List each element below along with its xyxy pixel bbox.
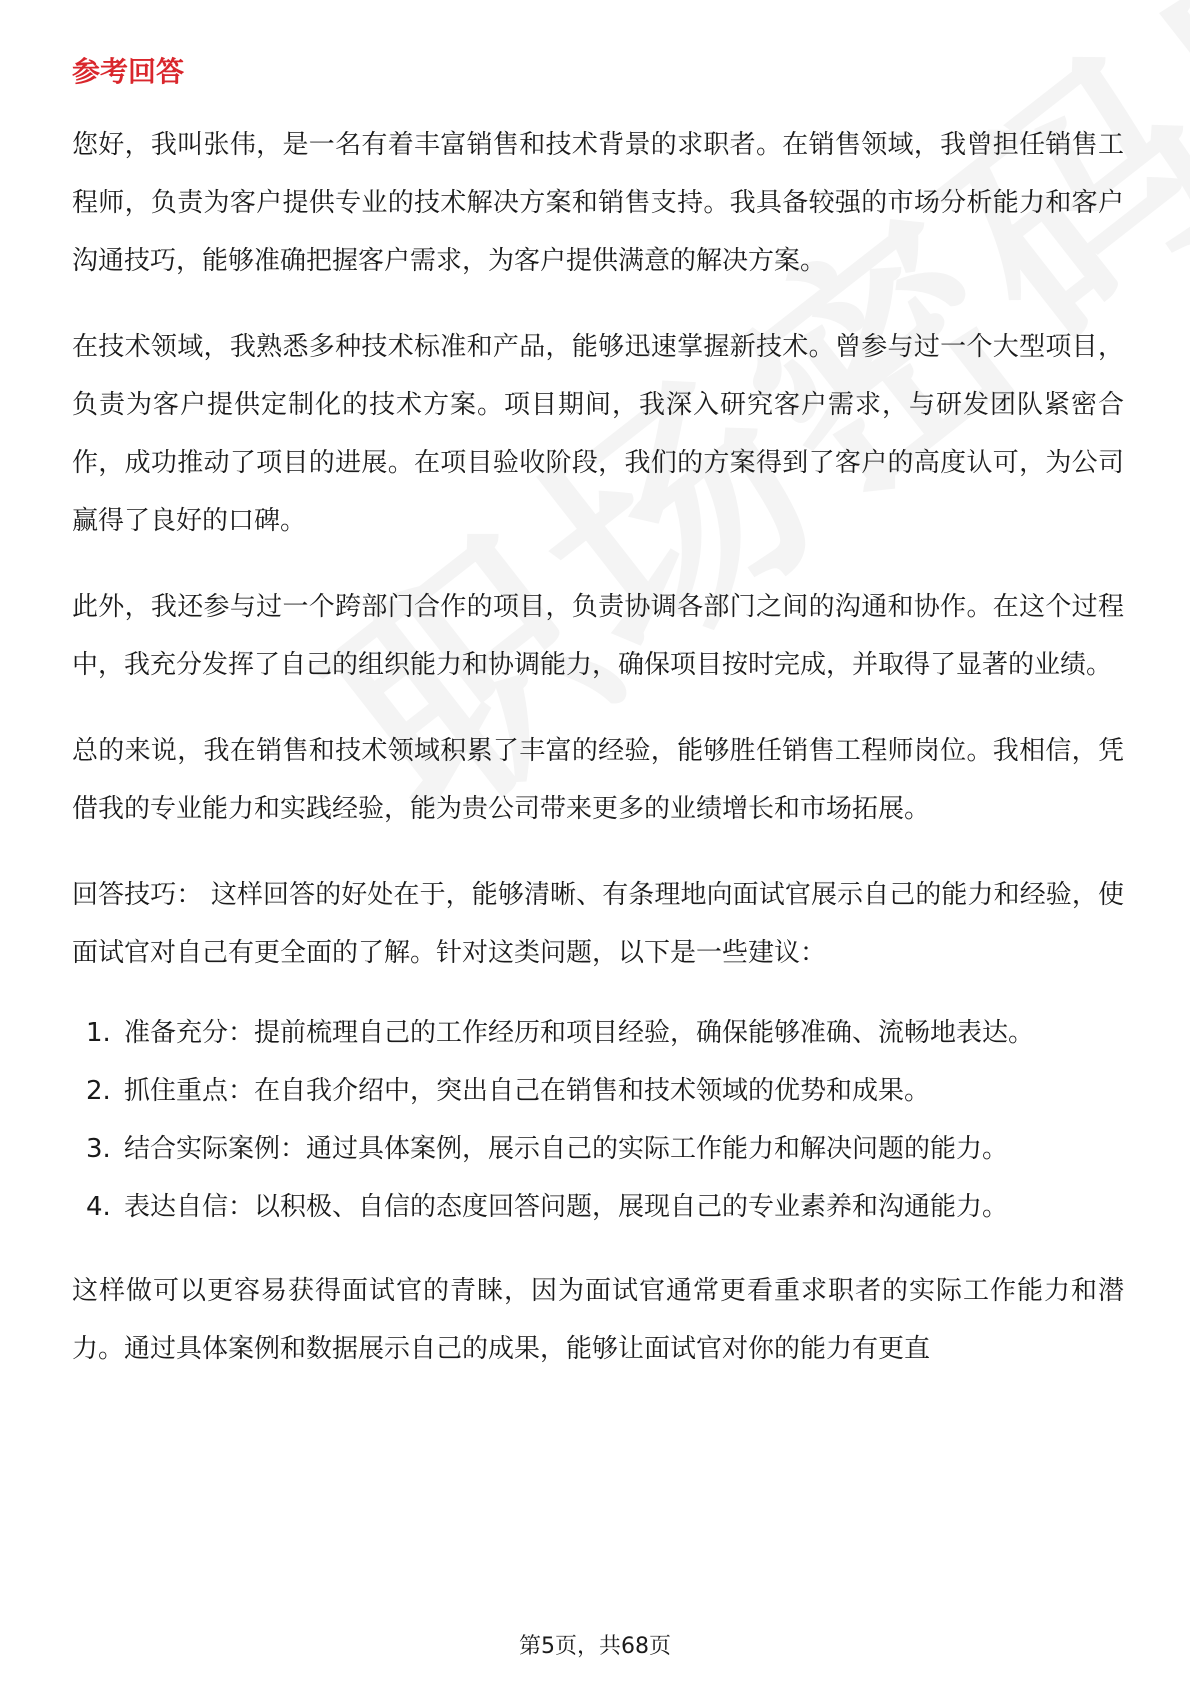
list-item-number: 1. <box>86 1018 111 1048</box>
paragraph-closing: 这样做可以更容易获得面试官的青睐，因为面试官通常更看重求职者的实际工作能力和潜力。通过具体案例和数据展示自己的成果，能够让面试官对你的能力有更直 <box>72 1276 1124 1364</box>
list-item-text: 结合实际案例：通过具体案例，展示自己的实际工作能力和解决问题的能力。 <box>124 1134 1009 1164</box>
list-item-number: 4. <box>86 1192 111 1222</box>
document-body <box>72 48 1124 1406</box>
paragraph-tips-intro: 回答技巧： 这样回答的好处在于，能够清晰、有条理地向面试官展示自己的能力和经验，使面试官对自己有更全面的了解。针对这类问题，以下是一些建议： <box>72 880 1124 968</box>
section-heading: 参考回答 <box>72 55 185 88</box>
list-item-number: 3. <box>86 1134 111 1164</box>
list-item-text: 准备充分：提前梳理自己的工作经历和项目经验，确保能够准确、流畅地表达。 <box>124 1018 1035 1048</box>
list-item-text: 抓住重点：在自我介绍中，突出自己在销售和技术领域的优势和成果。 <box>124 1076 931 1106</box>
paragraph-intro: 您好，我叫张伟，是一名有着丰富销售和技术背景的求职者。在销售领域，我曾担任销售工程师，负责为客户提供专业的技术解决方案和销售支持。我具备较强的市场分析能力和客户沟通技巧，能够准确把握客户需求，为客户提供满意的解决方案。 <box>72 130 1124 276</box>
list-item-number: 2. <box>86 1076 111 1106</box>
paragraph-cross-dept: 此外，我还参与过一个跨部门合作的项目，负责协调各部门之间的沟通和协作。在这个过程中，我充分发挥了自己的组织能力和协调能力，确保项目按时完成，并取得了显著的业绩。 <box>72 592 1124 680</box>
page-number-footer: 第5页，共68页 <box>519 1634 671 1659</box>
list-item <box>72 1004 1124 1062</box>
list-item <box>72 1120 1124 1178</box>
list-item <box>72 1062 1124 1120</box>
list-item <box>72 1178 1124 1236</box>
paragraph-technical: 在技术领域，我熟悉多种技术标准和产品，能够迅速掌握新技术。曾参与过一个大型项目，负责为客户提供定制化的技术方案。项目期间，我深入研究客户需求，与研发团队紧密合作，成功推动了项目的进展。在项目验收阶段，我们的方案得到了客户的高度认可，为公司赢得了良好的口碑。 <box>72 332 1124 536</box>
tips-list <box>72 1004 1124 1236</box>
list-item-text: 表达自信：以积极、自信的态度回答问题，展现自己的专业素养和沟通能力。 <box>124 1192 1009 1222</box>
paragraph-summary: 总的来说，我在销售和技术领域积累了丰富的经验，能够胜任销售工程师岗位。我相信，凭借我的专业能力和实践经验，能为贵公司带来更多的业绩增长和市场拓展。 <box>72 736 1124 824</box>
